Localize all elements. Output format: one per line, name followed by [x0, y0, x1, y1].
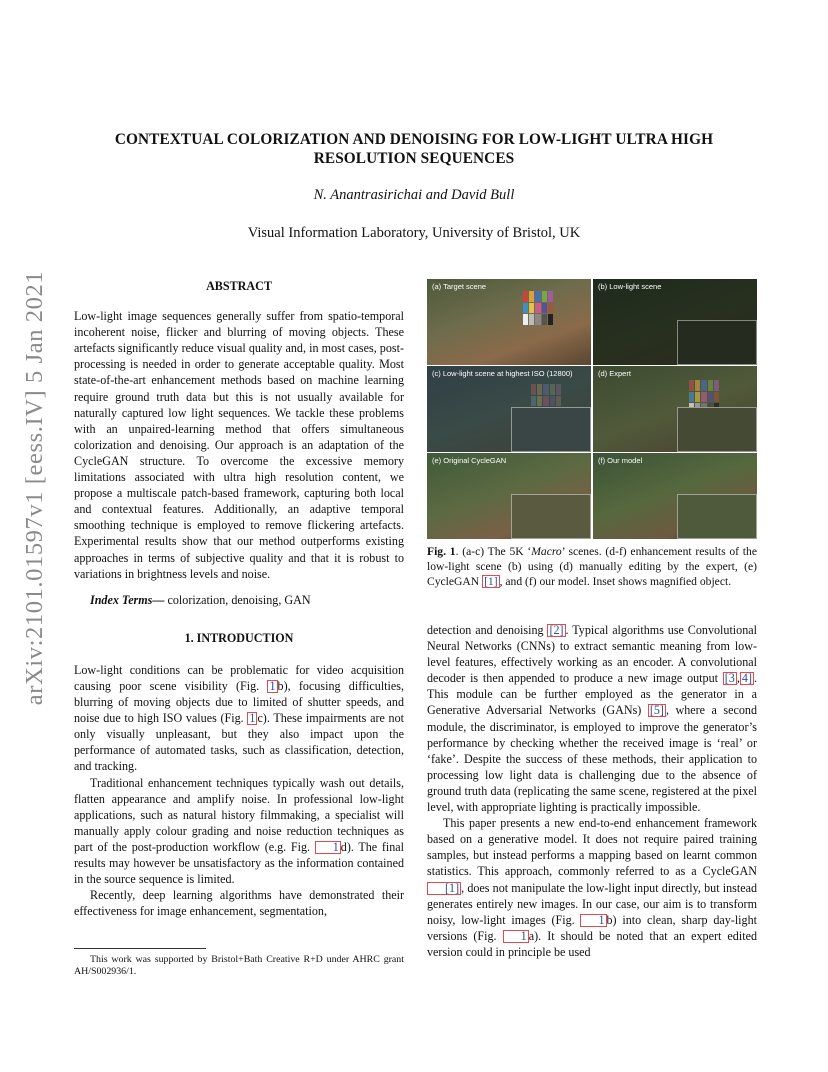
panel-target-scene [427, 279, 591, 365]
footnote: This work was supported by Bristol+Bath Creative R+D under AHRC grant AH/S002936/1. [74, 954, 404, 978]
index-terms-label: Index Terms— [90, 592, 165, 607]
panel-label: (d) Expert [598, 369, 631, 378]
figure-ref-link[interactable]: 1 [503, 930, 529, 943]
right-column [427, 622, 757, 960]
citation-link[interactable]: 4] [741, 671, 752, 686]
left-column [74, 278, 404, 919]
abstract-heading: ABSTRACT [206, 279, 272, 293]
color-chart [523, 291, 553, 325]
figure-ref-link[interactable]: 1 [315, 841, 341, 854]
footnote-rule [74, 948, 206, 949]
figure-ref-link[interactable]: 1 [580, 914, 606, 927]
inset-magnified [677, 320, 757, 365]
citation-link[interactable]: [2] [549, 623, 564, 637]
title-line-2: RESOLUTION SEQUENCES [313, 150, 515, 167]
panel-label: (b) Low-light scene [598, 282, 662, 291]
figure-caption: Fig. 1. (a-c) The 5K ‘Macro’ scenes. (d-f) enhancement results of the low-light scene (b) using (d) manually editing by the expert, (e) CycleGAN [1] , and (f) our model. Inset shows magnified object. [427, 545, 757, 588]
right-paragraph-2: This paper presents a new end-to-end enhancement framework based on a generative model. It does not require paired training samples, but instead performs a mapping based on learnt common statistics. This approach, commonly referred to as a CycleGAN [1] , does not manipulate the low-light input directly, but instead generates entirely new images. In our case, our aim is to transform noisy, low-light images (Fig. 1 b) into clean, sharp day-light versions (Fig. 1 a). It should be noted that an expert edited version could in principle be used [427, 816, 757, 959]
panel-label: (f) Our model [598, 456, 643, 465]
citation-link[interactable]: [1] [484, 575, 498, 588]
title-line-1: CONTEXTUAL COLORIZATION AND DENOISING FOR LOW-LIGHT ULTRA HIGH [114, 131, 714, 148]
intro-heading: 1. INTRODUCTION [184, 630, 294, 645]
right-paragraph-1: detection and denoising [2] . Typical algorithms use Convolutional Neural Networks (CNNs) to extract semantic meaning from low-level features, effectively working as an encoder. A convolutional decoder is then appended to produce a new image output [3 , 4] . This module can be further employed as the generator in a Generative Adversarial Networks (GANs) [5] , where a second module, the discriminator, is employed to improve the generator’s performance by checking whether the received image is ‘real’ or ‘fake’. Despite the success of these methods, their application to processing low light data is challenging due to the absence of ground truth data (replicating the same scene, registered at the pixel level, with appropriate lighting is practically impossible. [427, 623, 757, 815]
panel-label: (a) Target scene [432, 282, 487, 291]
arxiv-identifier: arXiv:2101.01597v1 [eess.IV] 5 Jan 2021 [21, 270, 48, 706]
panel-original-cyclegan [427, 453, 591, 539]
panel-low-light-high-iso [427, 366, 591, 452]
panel-label: (e) Original CycleGAN [432, 456, 507, 465]
authors: N. Anantrasirichai and David Bull [313, 187, 515, 203]
intro-paragraph-2: Traditional enhancement techniques typically wash out details, flatten appearance and amplify noise. In professional low-light applications, such as natural history filmmaking, a specialist will manually apply colour grading and noise reduction techniques as part of the post-production workflow (e.g. Fig. 1 d). The final results may however be unsatisfactory as the information contained in the source sequence is limited. [74, 775, 405, 887]
affiliation: Visual Information Laboratory, University of Bristol, UK [247, 225, 581, 241]
panel-low-light-scene [593, 279, 757, 365]
abstract-text: Low-light image sequences generally suffer from spatio-temporal incoherent noise, flicker and blurring of moving objects. These artefacts significantly reduce visual quality and, in most cases, post-processing is needed in order to generate acceptable quality. Most state-of-the-art enhancement methods based on machine learning require ground truth data but this is not usually available for naturally captured low light sequences. We tackle these problems with an unpaired-learning method that offers simultaneous colorization and denoising. Our approach is an adaptation of the CycleGAN structure. To overcome the excessive memory limitations associated with ultra high resolution content, we propose a multiscale patch-based framework, capturing both local and contextual features. Additionally, an adaptive temporal smoothing technique is employed to remove flickering artefacts. Experimental results show that our method outperforms existing approaches in terms of subjective quality and that it is robust to variations in brightness levels and noise. [74, 309, 404, 581]
caption-label: Fig. 1 [427, 545, 456, 558]
citation-link[interactable]: [1] [427, 882, 461, 895]
intro-paragraph-1: Low-light conditions can be problematic for video acquisition causing poor scene visibility (Fig. 1 b), focusing difficulties, blurring of moving objects due to limited of shutter speeds, and noise due to high ISO values (Fig. 1 c). These impairments are not only visually unpleasant, but they also impact upon the performance of automated tasks, such as classification, detection, and tracking. [74, 662, 404, 774]
panel-expert [593, 366, 757, 452]
inset-magnified [511, 407, 591, 452]
inset-magnified [511, 494, 591, 539]
intro-paragraph-3: Recently, deep learning algorithms have demonstrated their effectiveness for image enhancement, segmentation, [74, 888, 404, 919]
citation-link[interactable]: [5] [649, 703, 664, 718]
figure-1 [427, 279, 757, 538]
inset-magnified [677, 494, 757, 539]
figure-ref-link[interactable]: 1 [269, 678, 276, 693]
panel-label: (c) Low-light scene at highest ISO (12800) [432, 369, 573, 378]
panel-our-model [593, 453, 757, 539]
citation-link[interactable]: [3 [724, 671, 735, 686]
figure-ref-link[interactable]: 1 [249, 711, 256, 726]
index-terms-text: colorization, denoising, GAN [164, 592, 311, 607]
paper-title [60, 130, 768, 168]
index-terms [74, 592, 404, 608]
inset-magnified [677, 407, 757, 452]
